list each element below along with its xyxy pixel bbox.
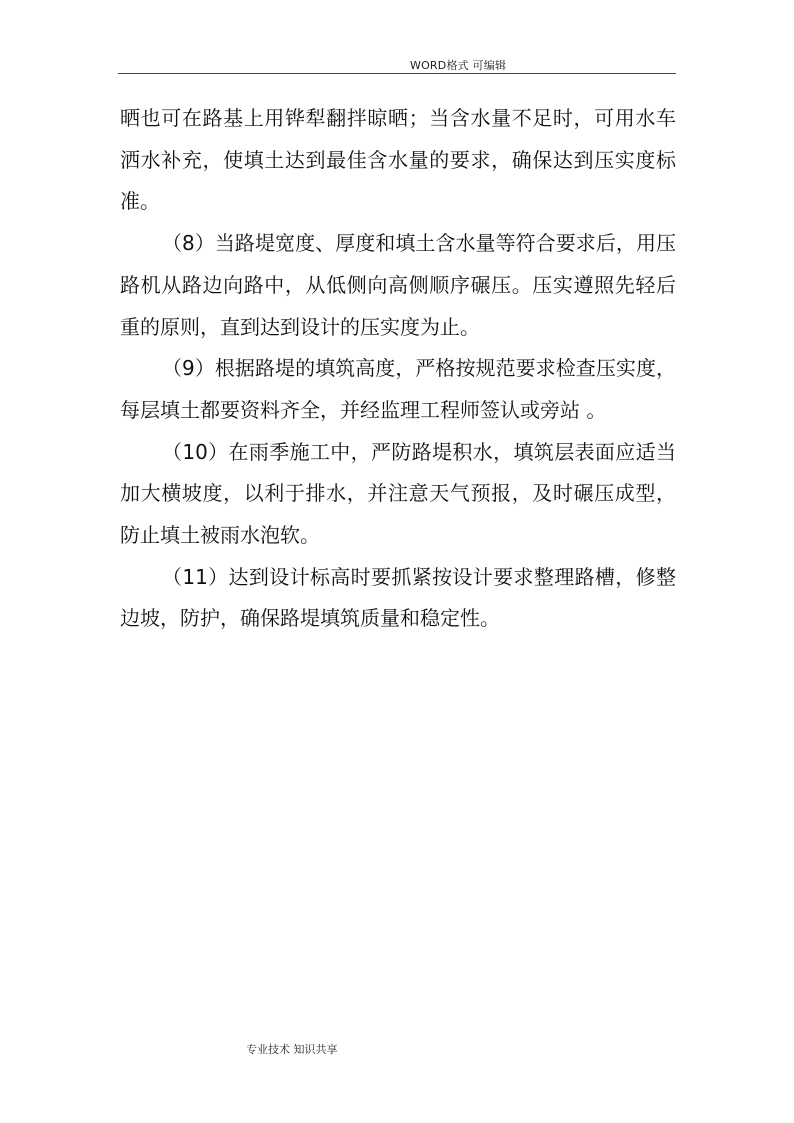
paragraph-continuation: 晒也可在路基上用铧犁翻拌晾晒；当含水量不足时，可用水车洒水补充，使填土达到最佳含水量的要求，确保达到压实度标准。 [120, 106, 676, 214]
header-divider [118, 73, 676, 74]
page-header: WORD格式 可编辑 [410, 59, 507, 72]
page-footer: 专业技术 知识共享 [246, 1043, 338, 1056]
paragraph-item-10: （10）在雨季施工中，严防路堤积水，填筑层表面应适当加大横坡度，以利于排水，并注意天气预报，及时碾压成型，防止填土被雨水泡软。 [120, 439, 676, 548]
document-body [120, 98, 676, 640]
paragraph-item-9: （9）根据路堤的填筑高度，严格按规范要求检查压实度，每层填土都要资料齐全，并经监理工程师签认或旁站 。 [120, 356, 676, 422]
paragraph-item-11: （11）达到设计标高时要抓紧按设计要求整理路槽，修整边坡，防护，确保路堤填筑质量和稳定性。 [120, 564, 676, 631]
paragraph-item-8: （8）当路堤宽度、厚度和填土含水量等符合要求后，用压路机从路边向路中，从低侧向高侧顺序碾压。压实遵照先轻后重的原则，直到达到设计的压实度为止。 [120, 231, 676, 339]
